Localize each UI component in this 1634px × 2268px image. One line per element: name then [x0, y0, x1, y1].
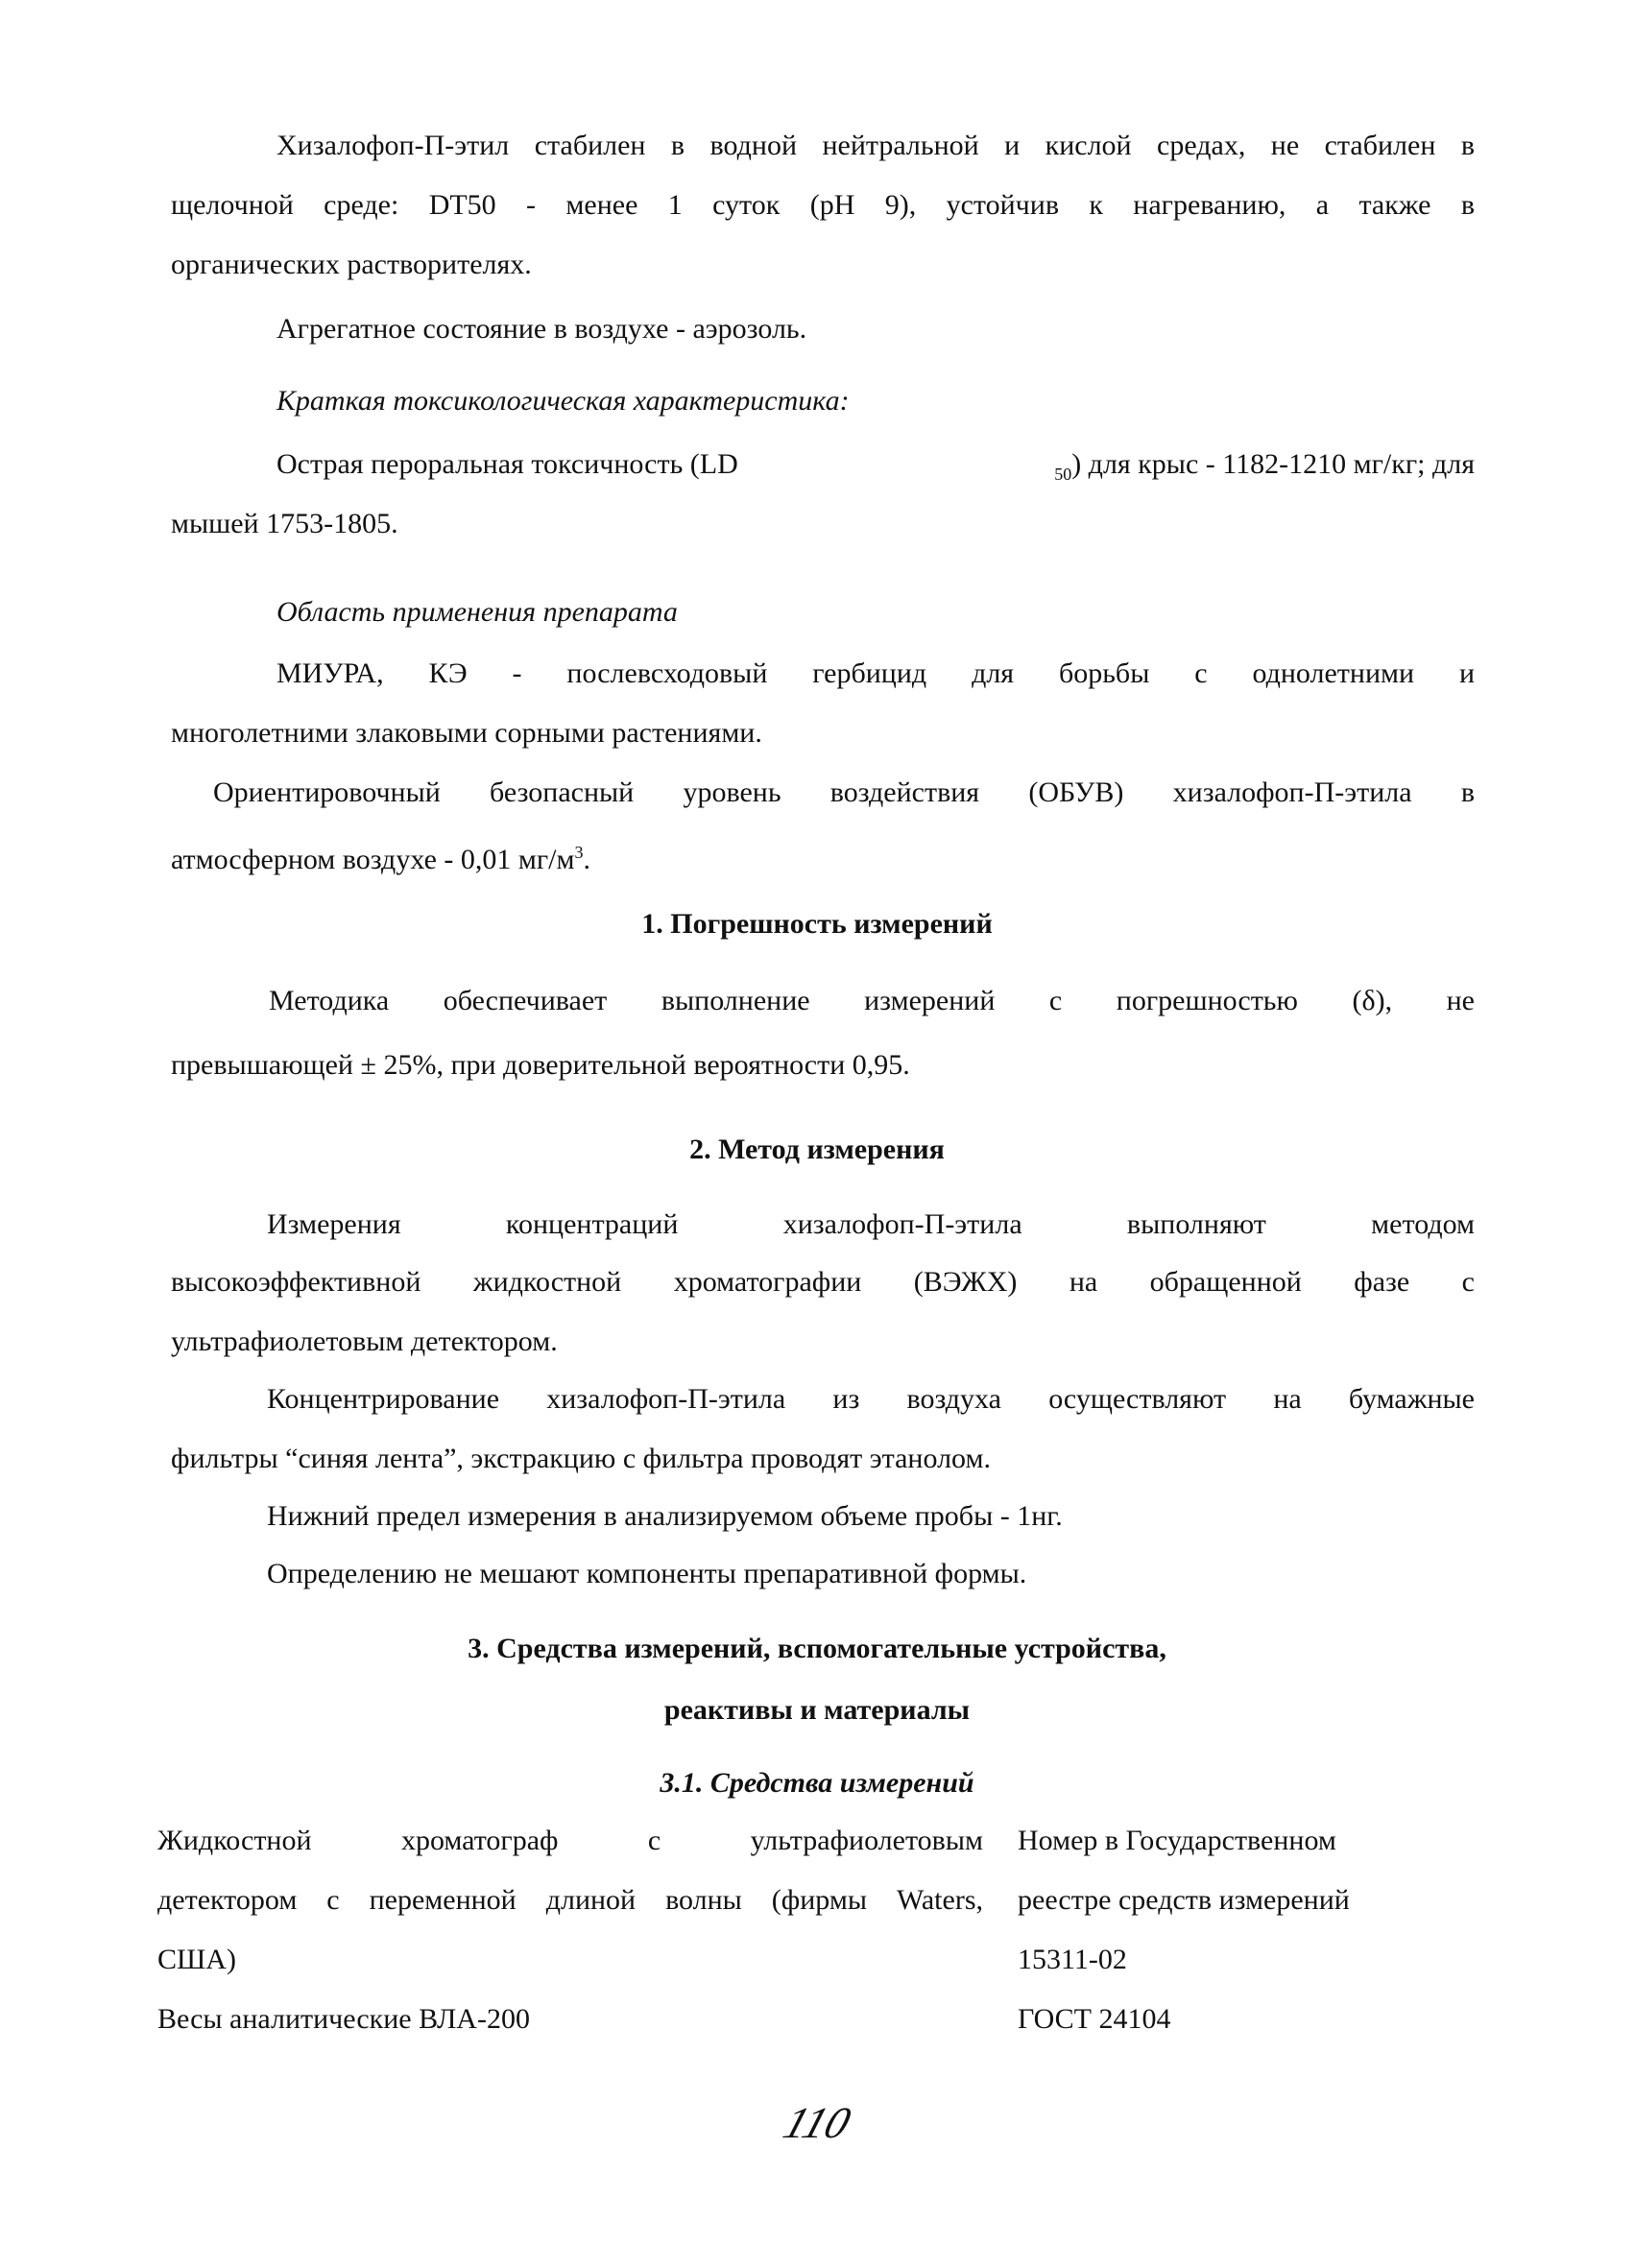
- area-line-2: многолетними злаковыми сорными растениями.: [171, 717, 762, 749]
- section-2-p2-line-1: Концентрирование хизалофоп-П-этила из воздуха осуществляют на бумажные: [267, 1383, 1475, 1415]
- section-2-title: 2. Метод измерения: [689, 1134, 945, 1165]
- ld50-subscript: 50: [1054, 465, 1072, 484]
- equipment-register-line-2: реестре средств измерений: [1018, 1884, 1350, 1916]
- stability-line-1: Хизалофоп-П-этил стабилен в водной нейтральной и кислой средах, не стабилен в: [276, 130, 1475, 161]
- area-heading: Область применения препарата: [276, 596, 678, 628]
- tox-line-1: [276, 447, 1475, 491]
- equipment-name-line-2: детектором с переменной длиной волны (фирмы Waters,: [157, 1884, 983, 1916]
- equipment-register-line-1: Номер в Государственном: [1018, 1825, 1336, 1856]
- section-1-title: 1. Погрешность измерений: [641, 908, 993, 940]
- aggregate-state: Агрегатное состояние в воздухе - аэрозоль.: [276, 313, 807, 345]
- tox-line-1-b: ) для крыс - 1182-1210 мг/кг; для: [1071, 448, 1475, 480]
- tox-line-2: мышей 1753-1805.: [171, 508, 398, 539]
- area-line-1: МИУРА, КЭ - послевсходовый гербицид для борьбы с однолетними и: [276, 657, 1475, 689]
- tox-line-1-tail: [1054, 447, 1475, 491]
- section-2-p1-line-1: Измерения концентраций хизалофоп-П-этила выполняют методом: [267, 1208, 1475, 1240]
- equipment-standard: ГОСТ 24104: [1018, 2003, 1171, 2035]
- obuv-line-2-b: .: [583, 844, 590, 875]
- tox-heading: Краткая токсикологическая характеристика:: [276, 385, 850, 417]
- obuv-line-2: [171, 835, 590, 877]
- section-2-p1-line-2: высокоэффективной жидкостной хроматографии (ВЭЖХ) на обращенной фазе с: [171, 1266, 1475, 1298]
- page-number: 110: [778, 2098, 857, 2147]
- obuv-line-2-a: атмосферном воздухе - 0,01 мг/м: [171, 844, 575, 875]
- equipment-name: Весы аналитические ВЛА-200: [157, 2003, 530, 2035]
- stability-line-2: щелочной среде: DT50 - менее 1 суток (рН 9), устойчив к нагреванию, а также в: [171, 189, 1475, 221]
- equipment-register-number: 15311-02: [1018, 1944, 1127, 1975]
- section-2-p3: Нижний предел измерения в анализируемом объеме пробы - 1нг.: [267, 1500, 1063, 1532]
- section-2-p2-line-2: фильтры “синяя лента”, экстракцию с фильтра проводят этанолом.: [171, 1443, 991, 1474]
- section-3-title-line-2: реактивы и материалы: [663, 1694, 971, 1726]
- section-3-1-subtitle: 3.1. Средства измерений: [660, 1767, 974, 1799]
- cubic-superscript: 3: [574, 843, 584, 862]
- equipment-name-line-1: Жидкостной хроматограф с ультрафиолетовым: [157, 1825, 983, 1856]
- section-3-title-line-1: 3. Средства измерений, вспомогательные устройства,: [468, 1633, 1166, 1664]
- section-2-p1-line-3: ультрафиолетовым детектором.: [171, 1325, 558, 1357]
- stability-line-3: органических растворителях.: [171, 249, 532, 280]
- equipment-name-line-3: США): [157, 1944, 236, 1975]
- obuv-line-1: Ориентировочный безопасный уровень воздействия (ОБУВ) хизалофоп-П-этила в: [213, 776, 1475, 808]
- section-2-p4: Определению не мешают компоненты препаративной формы.: [267, 1558, 1027, 1589]
- section-1-line-2: превышающей ± 25%, при доверительной вероятности 0,95.: [171, 1049, 910, 1081]
- section-1-line-1: Методика обеспечивает выполнение измерений с погрешностью (δ), не: [269, 985, 1475, 1016]
- tox-line-1-a: Острая пероральная токсичность (LD: [276, 448, 738, 480]
